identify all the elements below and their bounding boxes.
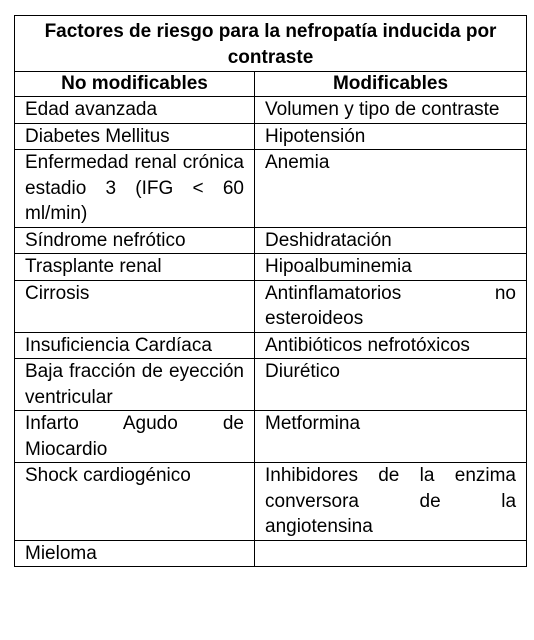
cell-modifiable: Metformina (255, 411, 527, 463)
cell-non-modifiable: Edad avanzada (15, 97, 255, 124)
cell-non-modifiable: Cirrosis (15, 280, 255, 332)
cell-non-modifiable: Trasplante renal (15, 254, 255, 281)
cell-modifiable: Hipoalbuminemia (255, 254, 527, 281)
table-header-row (15, 72, 527, 97)
cell-non-modifiable: Diabetes Mellitus (15, 123, 255, 150)
table-row (15, 254, 527, 281)
cell-non-modifiable: Síndrome nefrótico (15, 227, 255, 254)
cell-modifiable: Volumen y tipo de contraste (255, 97, 527, 124)
risk-factors-table (14, 15, 527, 567)
cell-modifiable (255, 540, 527, 567)
header-modifiable: Modificables (255, 72, 527, 97)
cell-modifiable: Hipotensión (255, 123, 527, 150)
cell-modifiable: Inhibidores de la enzima conversora de la angiotensina (255, 463, 527, 541)
table-row (15, 411, 527, 463)
table-title-row (15, 16, 527, 72)
header-non-modifiable: No modificables (15, 72, 255, 97)
table-row (15, 123, 527, 150)
table-row (15, 97, 527, 124)
table-row (15, 227, 527, 254)
cell-non-modifiable: Shock cardiogénico (15, 463, 255, 541)
cell-modifiable: Diurético (255, 359, 527, 411)
cell-non-modifiable: Insuficiencia Cardíaca (15, 332, 255, 359)
cell-non-modifiable: Baja fracción de eyección ventricular (15, 359, 255, 411)
table-row (15, 280, 527, 332)
table-row (15, 150, 527, 228)
table-row (15, 463, 527, 541)
cell-non-modifiable: Enfermedad renal crónica estadio 3 (IFG < 60 ml/min) (15, 150, 255, 228)
cell-non-modifiable: Mieloma (15, 540, 255, 567)
cell-modifiable: Antinflamatorios no esteroideos (255, 280, 527, 332)
cell-modifiable: Antibióticos nefrotóxicos (255, 332, 527, 359)
table-row (15, 359, 527, 411)
table-row (15, 540, 527, 567)
cell-modifiable: Anemia (255, 150, 527, 228)
cell-non-modifiable: Infarto Agudo de Miocardio (15, 411, 255, 463)
table-row (15, 332, 527, 359)
cell-modifiable: Deshidratación (255, 227, 527, 254)
table-title: Factores de riesgo para la nefropatía inducida por contraste (15, 16, 527, 72)
